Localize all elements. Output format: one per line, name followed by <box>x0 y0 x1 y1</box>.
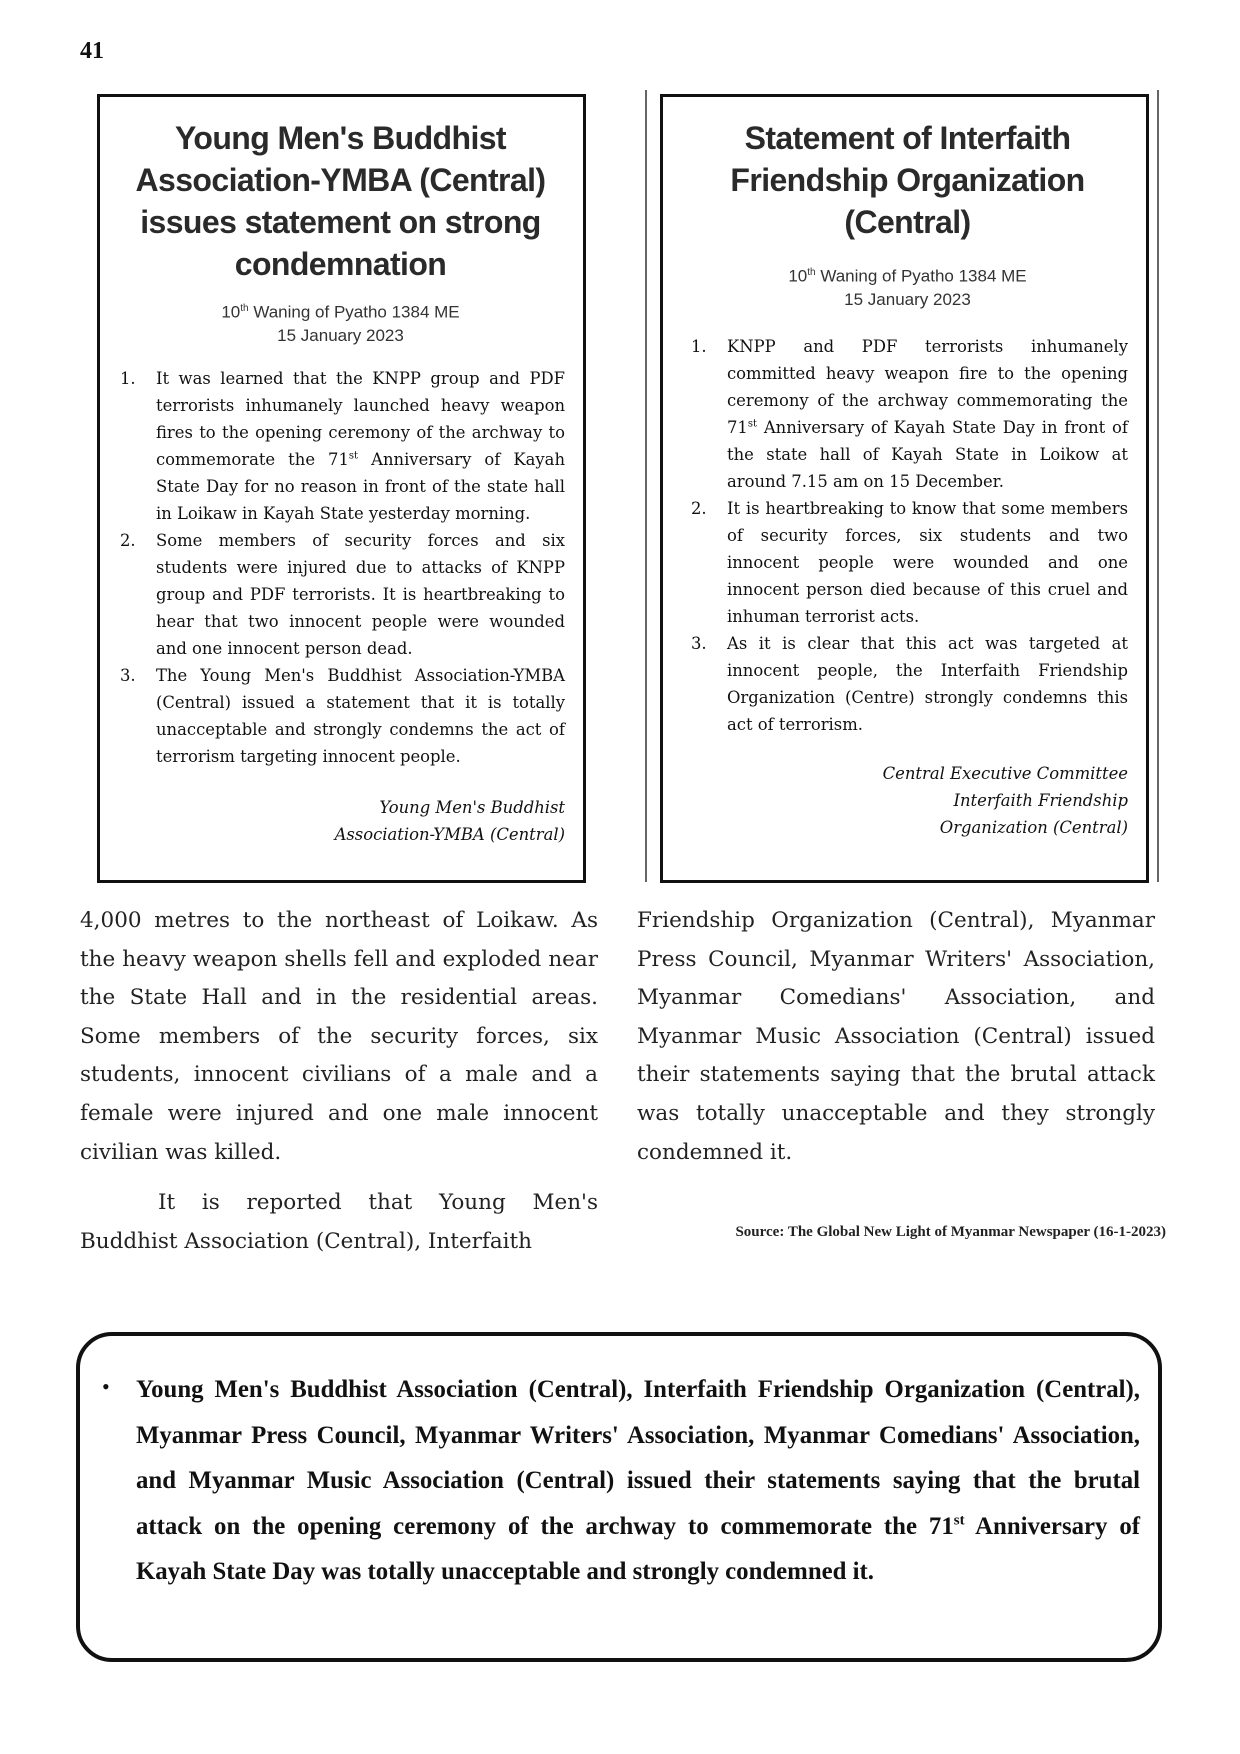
ymba-statement-list <box>116 365 565 770</box>
ifo-statement-list <box>687 333 1128 738</box>
ymba-date-line-2: 15 January 2023 <box>277 325 404 345</box>
ifo-date-line-1: 10th Waning of Pyatho 1384 ME <box>788 266 1027 286</box>
summary-text: Young Men's Buddhist Association (Central), Interfaith Friendship Organization (Central), Myanmar Press Council, Myanmar Writers' Association, Myanmar Comedians' Association, and Myanmar Music Association (Central) issued their statements saying that the brutal attack on the opening ceremony of the archway to commemorate the 71st Anniversary of Kayah State Day was totally unacceptable and strongly condemned it. <box>136 1376 1140 1585</box>
ymba-statement-box <box>97 94 586 883</box>
summary-bullet: • <box>102 1374 110 1399</box>
right-paragraph-1: Friendship Organization (Central), Myanmar Press Council, Myanmar Writers' Association, Myanmar Comedians' Association, and Myanmar Music Association (Central) issued their statements saying that the brutal attack was totally unacceptable and they strongly condemned it. <box>637 908 1155 1165</box>
box-right-rule <box>1157 90 1159 882</box>
left-paragraph-1: 4,000 metres to the northeast of Loikaw. As the heavy weapon shells fell and exploded near the State Hall and in the residential areas. Some members of the security forces, six students, innocent civilians of a male and a female were injured and one male innocent civilian was killed. <box>80 908 598 1165</box>
left-column <box>80 902 598 1261</box>
ifo-signature: Central Executive Committee Interfaith Friendship Organization (Central) <box>882 763 1128 837</box>
ymba-statement-item: 1. It was learned that the KNPP group and PDF terrorists inhumanely launched heavy weapon fires to the opening ceremony of the archway to commemorate the 71st Anniversary of Kayah State Day for no reason in front of the state hall in Loikaw in Kayah State yesterday morning. <box>120 368 565 523</box>
ifo-date-line-2: 15 January 2023 <box>844 289 971 309</box>
ymba-statement-title: Young Men's Buddhist Association-YMBA (Central) issues statement on strong condemnation <box>135 120 546 282</box>
ifo-statement-title: Statement of Interfaith Friendship Organization (Central) <box>730 120 1085 240</box>
ifo-statement-item: 3. As it is clear that this act was targeted at innocent people, the Interfaith Friendship Organization (Centre) strongly condemns this act of terrorism. <box>691 633 1128 734</box>
ifo-statement-box <box>660 94 1149 883</box>
ymba-statement-date <box>116 297 565 347</box>
source-note: Source: The Global New Light of Myanmar Newspaper (16-1-2023) <box>735 1224 1166 1240</box>
right-column <box>637 902 1155 1172</box>
ymba-statement-item: 3. The Young Men's Buddhist Association-YMBA (Central) issued a statement that it is totally unacceptable and strongly condemns the act of terrorism targeting innocent people. <box>120 665 565 766</box>
box-left-rule <box>645 90 647 882</box>
ymba-date-line-1: 10th Waning of Pyatho 1384 ME <box>221 302 460 322</box>
ifo-statement-date <box>687 261 1128 311</box>
summary-box <box>76 1332 1162 1662</box>
ifo-statement-item: 1. KNPP and PDF terrorists inhumanely committed heavy weapon fire to the opening ceremony of the archway commemorating the 71st Anniversary of Kayah State Day in front of the state hall of Kayah State in Loikow at around 7.15 am on 15 December. <box>691 336 1128 491</box>
ymba-statement-item: 2. Some members of security forces and six students were injured due to attacks of KNPP group and PDF terrorists. It is heartbreaking to hear that two innocent people were wounded and one innocent person dead. <box>120 530 565 658</box>
ymba-signature: Young Men's Buddhist Association-YMBA (Central) <box>334 797 565 844</box>
page-number: 41 <box>80 38 104 64</box>
left-paragraph-2: It is reported that Young Men's Buddhist Association (Central), Interfaith <box>80 1190 598 1254</box>
ifo-statement-item: 2. It is heartbreaking to know that some members of security forces, six students and two innocent people were wounded and one innocent person died because of this cruel and inhuman terrorist acts. <box>691 498 1128 626</box>
